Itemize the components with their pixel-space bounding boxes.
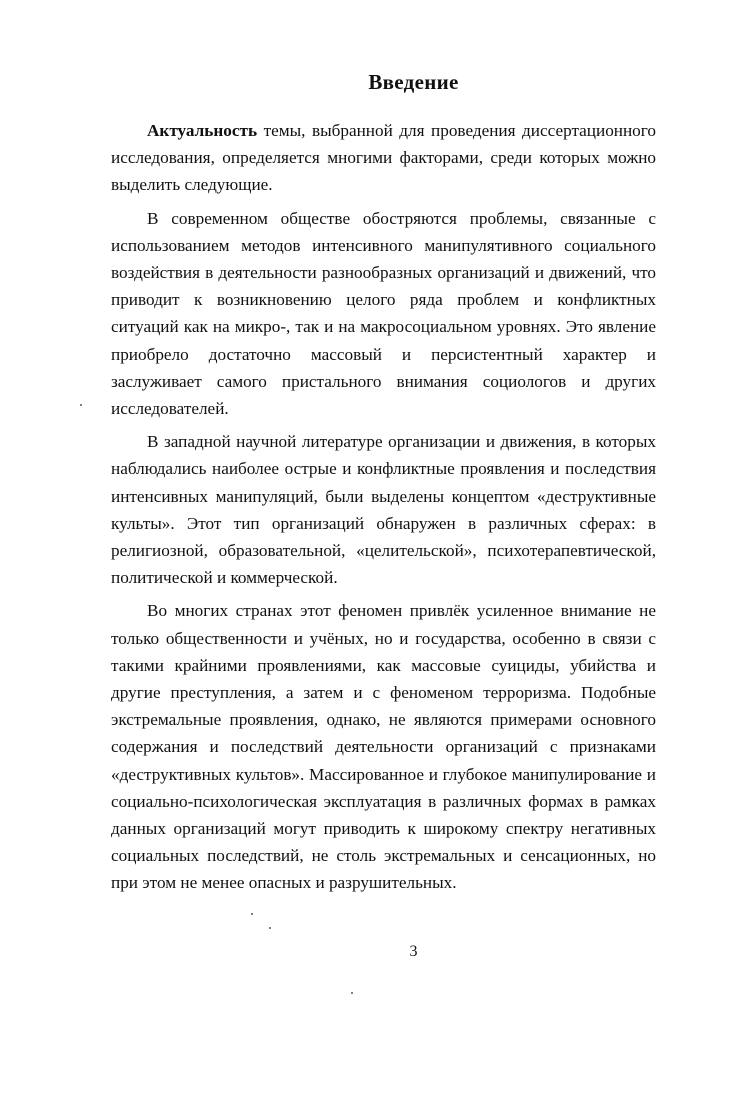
paragraph-1-lead: Актуальность: [147, 121, 258, 140]
paragraph-3-text: В западной научной литературе организации и движения, в которых наблюдались наиболее острые и конфликтные проявления и последствия интенсивных манипуляций, были выделены концептом «деструктивные культы». Этот тип организаций обнаружен в различных сферах: в религиозной, образовательной, «целительской», психотерапевтической, политической и коммерческой.: [111, 432, 656, 588]
scan-speck: [269, 927, 271, 929]
paragraph-2: [111, 205, 656, 423]
paragraph-3: [111, 428, 656, 591]
body-text: [111, 117, 656, 897]
page-number: 3: [409, 943, 418, 960]
page-title: Введение: [368, 70, 459, 94]
scan-speck: [251, 913, 253, 915]
scan-speck: [351, 992, 353, 994]
paragraph-2-text: В современном обществе обостряются проблемы, связанные с использованием методов интенсивного манипулятивного социального воздействия в деятельности разнообразных организаций и движений, что приводит к возникновению целого ряда проблем и конфликтных ситуаций как на микро-, так и на макросоциальном уровнях. Это явление приобрело достаточно массовый и персистентный характер и заслуживает самого пристального внимания социологов и других исследователей.: [111, 208, 656, 419]
scan-speck: [80, 404, 82, 406]
paragraph-4-text: Во многих странах этот феномен привлёк усиленное внимание не только общественности и учёных, но и государства, особенно в связи с такими крайними проявлениями, как массовые суициды, убийства и другие преступления, а затем и с феноменом терроризма. Подобные экстремальные проявления, однако, не являются примерами основного содержания и последствий деятельности организаций с признаками «деструктивных культов». Массированное и глубокое манипулирование и социально-психологическая эксплуатация в различных формах в рамках данных организаций могут приводить к широкому спектру негативных социальных последствий, не столь экстремальных и сенсационных, но при этом не менее опасных и разрушительных.: [111, 601, 656, 893]
paragraph-4: [111, 597, 656, 896]
paragraph-1-text: темы, выбранной для проведения диссертационного исследования, определяется многими факторами, среди которых можно выделить следующие.: [111, 121, 656, 195]
paragraph-1: [111, 117, 656, 199]
